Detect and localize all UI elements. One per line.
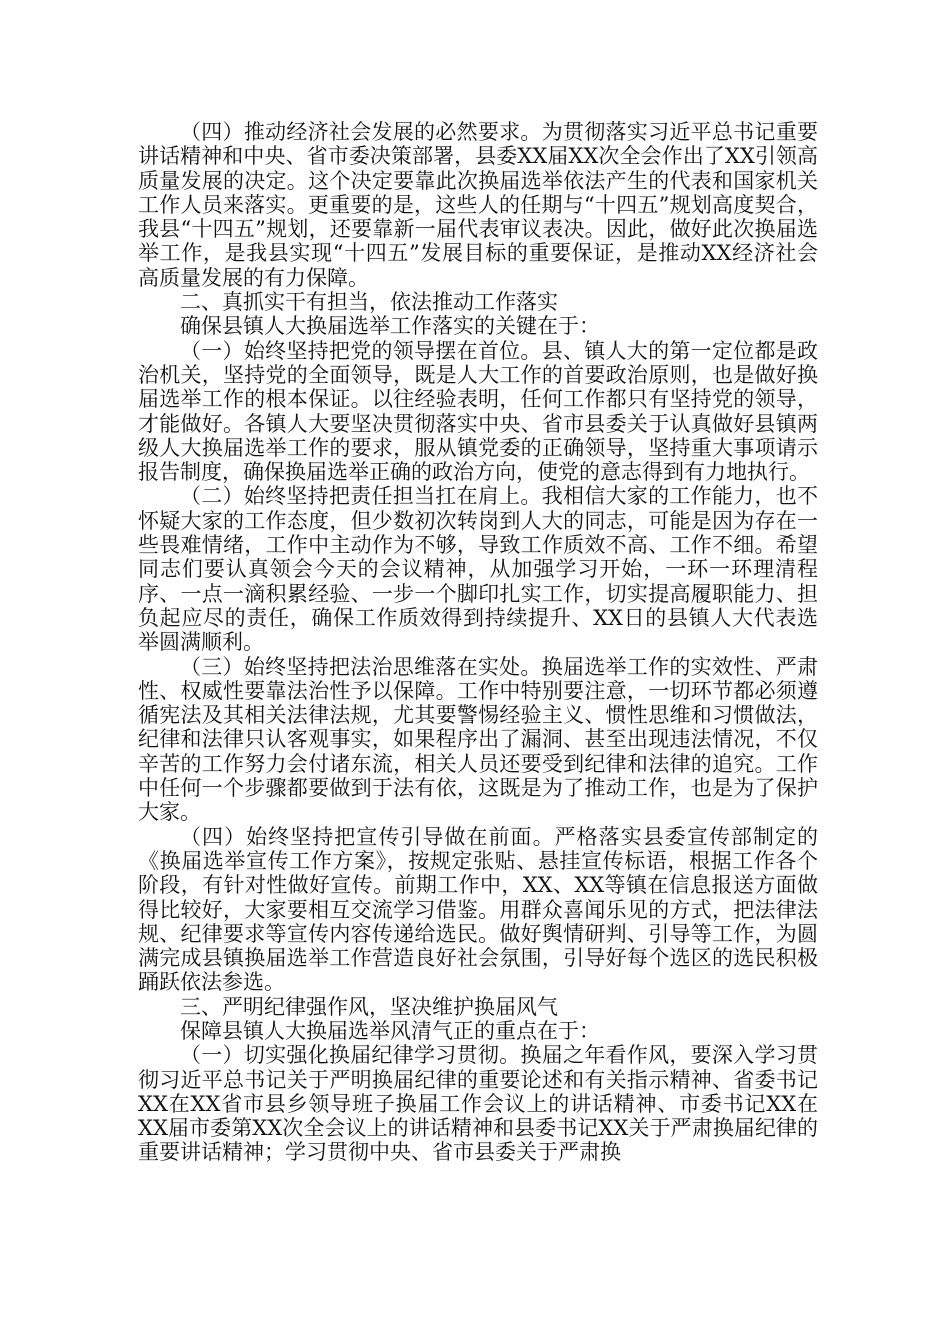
paragraph: （四）始终坚持把宣传引导做在前面。严格落实县委宣传部制定的《换届选举宣传工作方案》，按规定张贴、悬挂宣传标语，根据工作各个阶段，有针对性做好宣传。前期工作中，XX、XX等镇在信息报送方面做得比较好，大家要相互交流学习借鉴。用群众喜闻乐见的方式，把法律法规、纪律要求等宣传内容传递给选民。做好舆情研判、引导等工作，为圆满完成县镇换届选举工作营造良好社会氛围，引导好每个选区的选民积极踊跃依法参选。	[138, 824, 818, 995]
paragraph: 确保县镇人大换届选举工作落实的关键在于：	[180, 314, 600, 339]
document-body	[138, 120, 818, 1165]
section-heading: 三、严明纪律强作风，坚决维护换届风气	[180, 994, 558, 1019]
paragraph: （一）切实强化换届纪律学习贯彻。换届之年看作风，要深入学习贯彻习近平总书记关于严明换届纪律的重要论述和有关指示精神、省委书记XX在XX省市县乡领导班子换届工作会议上的讲话精神、市委书记XX在XX届市委第XX次全会议上的讲话精神和县委书记XX关于严肃换届纪律的重要讲话精神；学习贯彻中央、省市县委关于严肃换	[138, 1043, 818, 1165]
paragraph: 保障县镇人大换届选举风清气正的重点在于：	[180, 1018, 600, 1043]
paragraph: （一）始终坚持把党的领导摆在首位。县、镇人大的第一定位都是政治机关，坚持党的全面领导，既是人大工作的首要政治原则，也是做好换届选举工作的根本保证。以往经验表明，任何工作都只有坚持党的领导，才能做好。各镇人大要坚决贯彻落实中央、省市县委关于认真做好县镇两级人大换届选举工作的要求，服从镇党委的正确领导，坚持重大事项请示报告制度，确保换届选举正确的政治方向，使党的意志得到有力地执行。	[138, 338, 818, 485]
paragraph: （四）推动经济社会发展的必然要求。为贯彻落实习近平总书记重要讲话精神和中央、省市委决策部署，县委XX届XX次全会作出了XX引领高质量发展的决定。这个决定要靠此次换届选举依法产生的代表和国家机关工作人员来落实。更重要的是，这些人的任期与“十四五”规划高度契合，我县“十四五”规划，还要靠新一届代表审议表决。因此，做好此次换届选举工作，是我县实现“十四五”发展目标的重要保证，是推动XX经济社会高质量发展的有力保障。	[138, 120, 818, 290]
section-heading: 二、真抓实干有担当，依法推动工作落实	[180, 290, 558, 315]
paragraph: （二）始终坚持把责任担当扛在肩上。我相信大家的工作能力，也不怀疑大家的工作态度，但少数初次转岗到人大的同志，可能是因为存在一些畏难情绪，工作中主动作为不够，导致工作质效不高、工作不细。希望同志们要认真领会今天的会议精神，从加强学习开始，一环一环理清程序、一点一滴积累经验、一步一个脚印扎实工作，切实提高履职能力、担负起应尽的责任，确保工作质效得到持续提升、XX日的县镇人大代表选举圆满顺利。	[138, 484, 818, 655]
paragraph: （三）始终坚持把法治思维落在实处。换届选举工作的实效性、严肃性、权威性要靠法治性予以保障。工作中特别要注意，一切环节都必须遵循宪法及其相关法律法规，尤其要警惕经验主义、惯性思维和习惯做法，纪律和法律只认客观事实，如果程序出了漏洞、甚至出现违法情况，不仅辛苦的工作努力会付诸东流，相关人员还要受到纪律和法律的追究。工作中任何一个步骤都要做到于法有依，这既是为了推动工作，也是为了保护大家。	[138, 654, 818, 825]
